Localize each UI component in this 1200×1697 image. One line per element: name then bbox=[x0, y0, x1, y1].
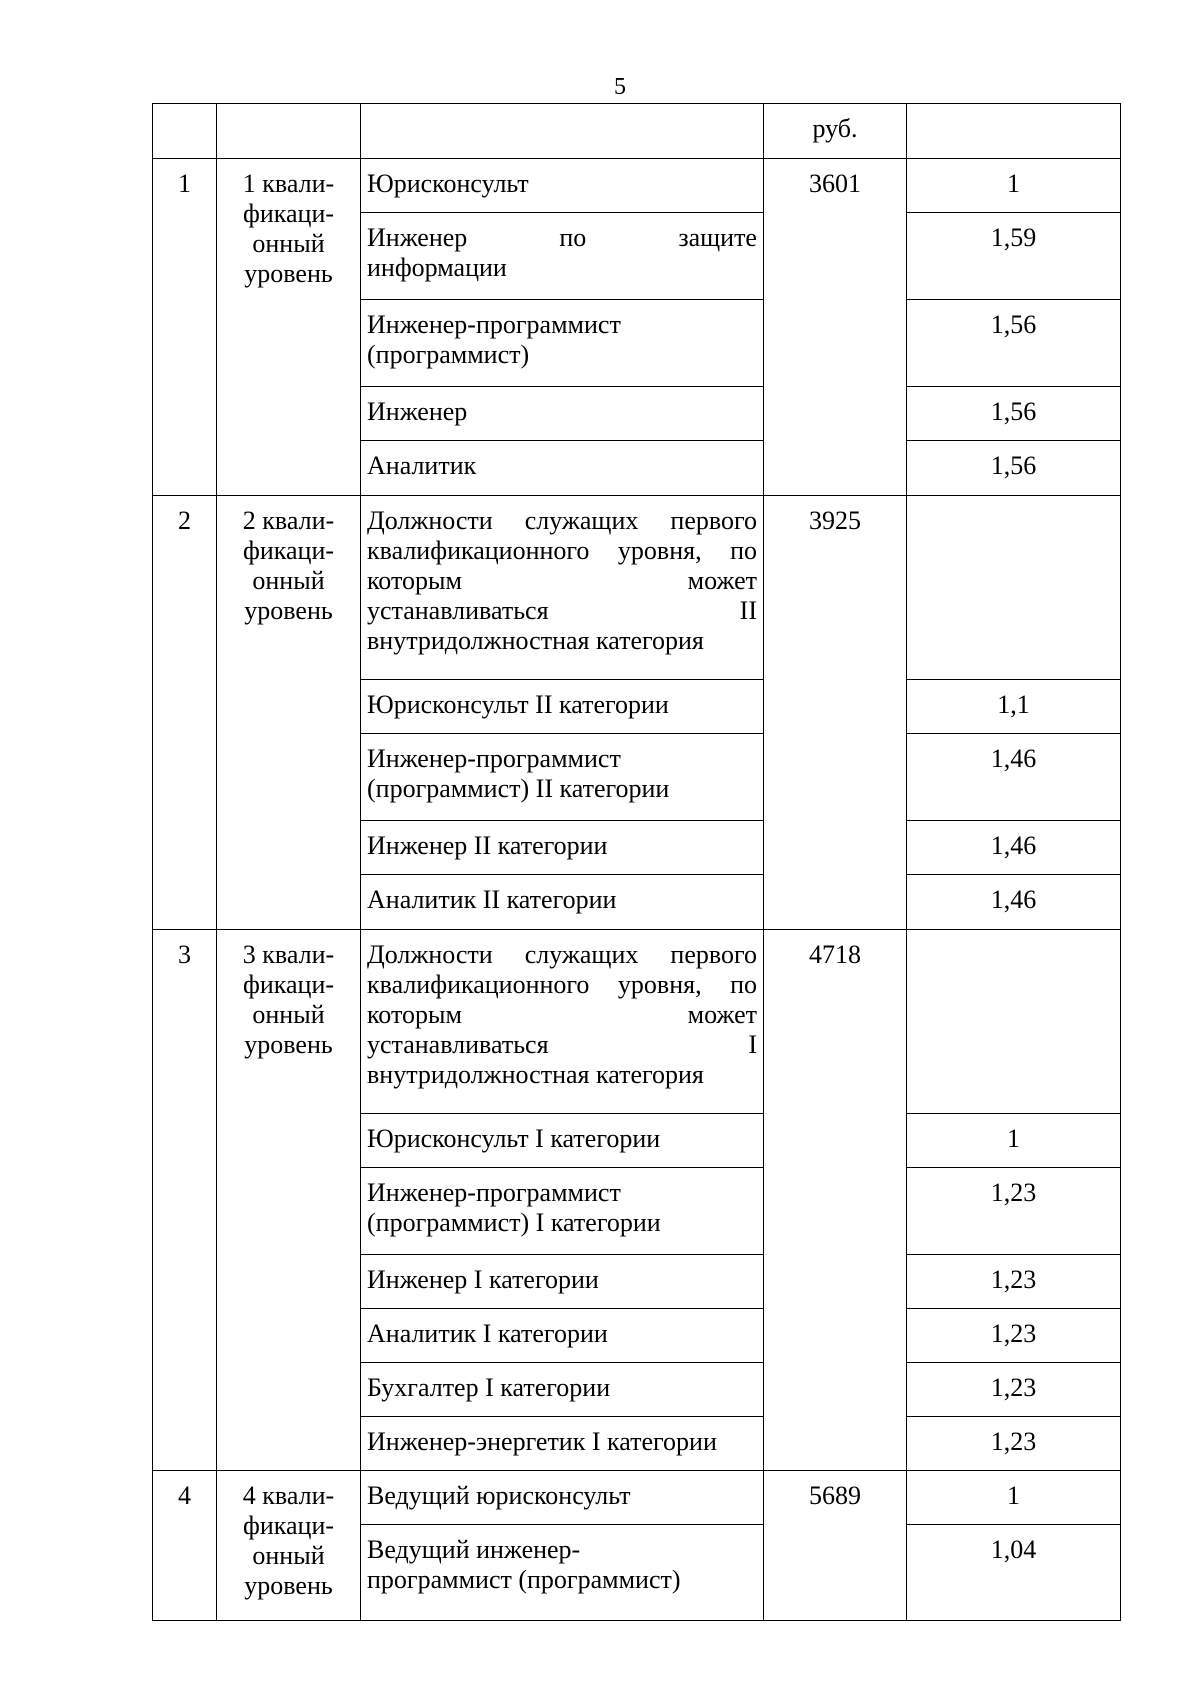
qualification-level-line: фикаци- bbox=[242, 536, 335, 565]
word: которым bbox=[367, 566, 462, 595]
header-pay-cell: руб. bbox=[764, 104, 907, 159]
position-name: Юрисконсульт II категории bbox=[367, 690, 669, 719]
position-name: Инженер I категории bbox=[367, 1265, 599, 1294]
word: Должности bbox=[367, 506, 493, 535]
qualification-level-line: 1 квали- bbox=[242, 169, 335, 198]
position-cell bbox=[361, 441, 764, 496]
base-salary-cell: 3925 bbox=[764, 496, 907, 930]
coefficient-cell: 1,46 bbox=[907, 875, 1121, 930]
position-name: Инженер II категории bbox=[367, 831, 608, 860]
word: I bbox=[748, 1030, 757, 1059]
position-line bbox=[367, 1030, 757, 1060]
position-line bbox=[367, 940, 757, 970]
position-cell bbox=[361, 1309, 764, 1363]
position-cell bbox=[361, 1255, 764, 1309]
word: может bbox=[687, 566, 757, 595]
position-cell bbox=[361, 1363, 764, 1417]
word: первого bbox=[670, 506, 757, 535]
position-line bbox=[367, 970, 757, 1000]
table-row bbox=[153, 159, 1121, 213]
word: защите bbox=[678, 223, 757, 252]
base-salary-cell: 3601 bbox=[764, 159, 907, 496]
position-line bbox=[367, 536, 757, 566]
position-line: программист (программист) bbox=[367, 1565, 681, 1594]
position-cell bbox=[361, 213, 764, 300]
position-line bbox=[367, 506, 757, 536]
coefficient-cell bbox=[907, 496, 1121, 680]
salary-table bbox=[152, 103, 1121, 1621]
qualification-level-line: онный bbox=[252, 229, 325, 258]
qualification-level-line: 2 квали- bbox=[242, 506, 335, 535]
word: уровня, bbox=[617, 536, 702, 565]
header-row bbox=[153, 104, 1121, 159]
header-coef-cell bbox=[907, 104, 1121, 159]
position-name: Инженер bbox=[367, 397, 468, 426]
word: первого bbox=[670, 940, 757, 969]
qualification-level-line: фикаци- bbox=[242, 970, 335, 999]
position-name: Инженер-энергетик I категории bbox=[367, 1427, 717, 1456]
position-cell bbox=[361, 821, 764, 875]
word: по bbox=[559, 223, 587, 252]
position-cell bbox=[361, 930, 764, 1114]
word: квалификационного bbox=[367, 536, 590, 565]
position-name: Юрисконсульт bbox=[367, 169, 529, 198]
word: служащих bbox=[524, 940, 639, 969]
qualification-level-line: онный bbox=[252, 566, 325, 595]
position-line bbox=[367, 596, 757, 626]
word: устанавливаться bbox=[367, 596, 549, 625]
position-cell bbox=[361, 875, 764, 930]
coefficient-cell: 1,23 bbox=[907, 1363, 1121, 1417]
position-cell bbox=[361, 496, 764, 680]
coefficient-cell: 1,56 bbox=[907, 441, 1121, 496]
qualification-level-cell bbox=[217, 930, 361, 1471]
position-name: Аналитик I категории bbox=[367, 1319, 608, 1348]
table-row bbox=[153, 930, 1121, 1114]
qualification-level-line: уровень bbox=[244, 259, 333, 288]
coefficient-cell: 1,23 bbox=[907, 1309, 1121, 1363]
coefficient-cell: 1,56 bbox=[907, 300, 1121, 387]
position-cell bbox=[361, 159, 764, 213]
word: которым bbox=[367, 1000, 462, 1029]
coefficient-cell: 1 bbox=[907, 159, 1121, 213]
position-cell bbox=[361, 1471, 764, 1525]
position-line bbox=[367, 223, 757, 253]
coefficient-cell bbox=[907, 930, 1121, 1114]
position-cell bbox=[361, 1168, 764, 1255]
position-name: Юрисконсульт I категории bbox=[367, 1124, 661, 1153]
word: квалификационного bbox=[367, 970, 590, 999]
qualification-level-line: уровень bbox=[244, 596, 333, 625]
table-row bbox=[153, 1471, 1121, 1525]
coefficient-cell: 1,04 bbox=[907, 1525, 1121, 1621]
coefficient-cell: 1 bbox=[907, 1471, 1121, 1525]
position-cell bbox=[361, 1525, 764, 1621]
word: устанавливаться bbox=[367, 1030, 549, 1059]
word: по bbox=[730, 536, 757, 565]
position-line: Инженер-программист bbox=[367, 744, 621, 773]
word: может bbox=[687, 1000, 757, 1029]
coefficient-cell: 1,46 bbox=[907, 734, 1121, 821]
qualification-level-cell bbox=[217, 496, 361, 930]
position-cell bbox=[361, 734, 764, 821]
qualification-level-line: онный bbox=[252, 1541, 325, 1570]
position-cell bbox=[361, 300, 764, 387]
qualification-level-line: онный bbox=[252, 1000, 325, 1029]
position-name: Бухгалтер I категории bbox=[367, 1373, 611, 1402]
coefficient-cell: 1,56 bbox=[907, 387, 1121, 441]
coefficient-cell: 1,23 bbox=[907, 1168, 1121, 1255]
coefficient-cell: 1,23 bbox=[907, 1255, 1121, 1309]
base-salary-cell: 4718 bbox=[764, 930, 907, 1471]
coefficient-cell: 1,23 bbox=[907, 1417, 1121, 1471]
qualification-level-cell bbox=[217, 1471, 361, 1621]
header-num-cell bbox=[153, 104, 217, 159]
qualification-level-line: 4 квали- bbox=[242, 1481, 335, 1510]
qualification-level-cell bbox=[217, 159, 361, 496]
qualification-level-line: уровень bbox=[244, 1030, 333, 1059]
position-cell bbox=[361, 387, 764, 441]
word: II bbox=[739, 596, 757, 625]
header-level-cell bbox=[217, 104, 361, 159]
coefficient-cell: 1,1 bbox=[907, 680, 1121, 734]
position-cell bbox=[361, 680, 764, 734]
table-row bbox=[153, 496, 1121, 680]
word: по bbox=[730, 970, 757, 999]
word: Должности bbox=[367, 940, 493, 969]
header-position-cell bbox=[361, 104, 764, 159]
coefficient-cell: 1,46 bbox=[907, 821, 1121, 875]
position-line: информации bbox=[367, 253, 507, 282]
position-line: (программист) bbox=[367, 340, 530, 369]
word: служащих bbox=[524, 506, 639, 535]
coefficient-cell: 1,59 bbox=[907, 213, 1121, 300]
row-number-cell: 3 bbox=[153, 930, 217, 1471]
position-cell bbox=[361, 1114, 764, 1168]
position-name: Аналитик II категории bbox=[367, 885, 617, 914]
position-line: (программист) I категории bbox=[367, 1208, 661, 1237]
qualification-level-line: фикаци- bbox=[242, 1511, 335, 1540]
row-number-cell: 4 bbox=[153, 1471, 217, 1621]
position-line: внутридолжностная категория bbox=[367, 1060, 704, 1089]
position-name: Ведущий юрисконсульт bbox=[367, 1481, 631, 1510]
word: Инженер bbox=[367, 223, 468, 252]
position-line: (программист) II категории bbox=[367, 774, 670, 803]
position-line: Ведущий инженер- bbox=[367, 1535, 581, 1564]
position-line: Инженер-программист bbox=[367, 1178, 621, 1207]
position-line: внутридолжностная категория bbox=[367, 626, 704, 655]
row-number-cell: 1 bbox=[153, 159, 217, 496]
position-name: Аналитик bbox=[367, 451, 477, 480]
page-number: 5 bbox=[614, 74, 626, 100]
base-salary-cell: 5689 bbox=[764, 1471, 907, 1621]
position-cell bbox=[361, 1417, 764, 1471]
qualification-level-line: 3 квали- bbox=[242, 940, 335, 969]
position-line: Инженер-программист bbox=[367, 310, 621, 339]
row-number-cell: 2 bbox=[153, 496, 217, 930]
position-line bbox=[367, 566, 757, 596]
coefficient-cell: 1 bbox=[907, 1114, 1121, 1168]
position-line bbox=[367, 1000, 757, 1030]
qualification-level-line: фикаци- bbox=[242, 199, 335, 228]
qualification-level-line: уровень bbox=[244, 1571, 333, 1600]
word: уровня, bbox=[617, 970, 702, 999]
